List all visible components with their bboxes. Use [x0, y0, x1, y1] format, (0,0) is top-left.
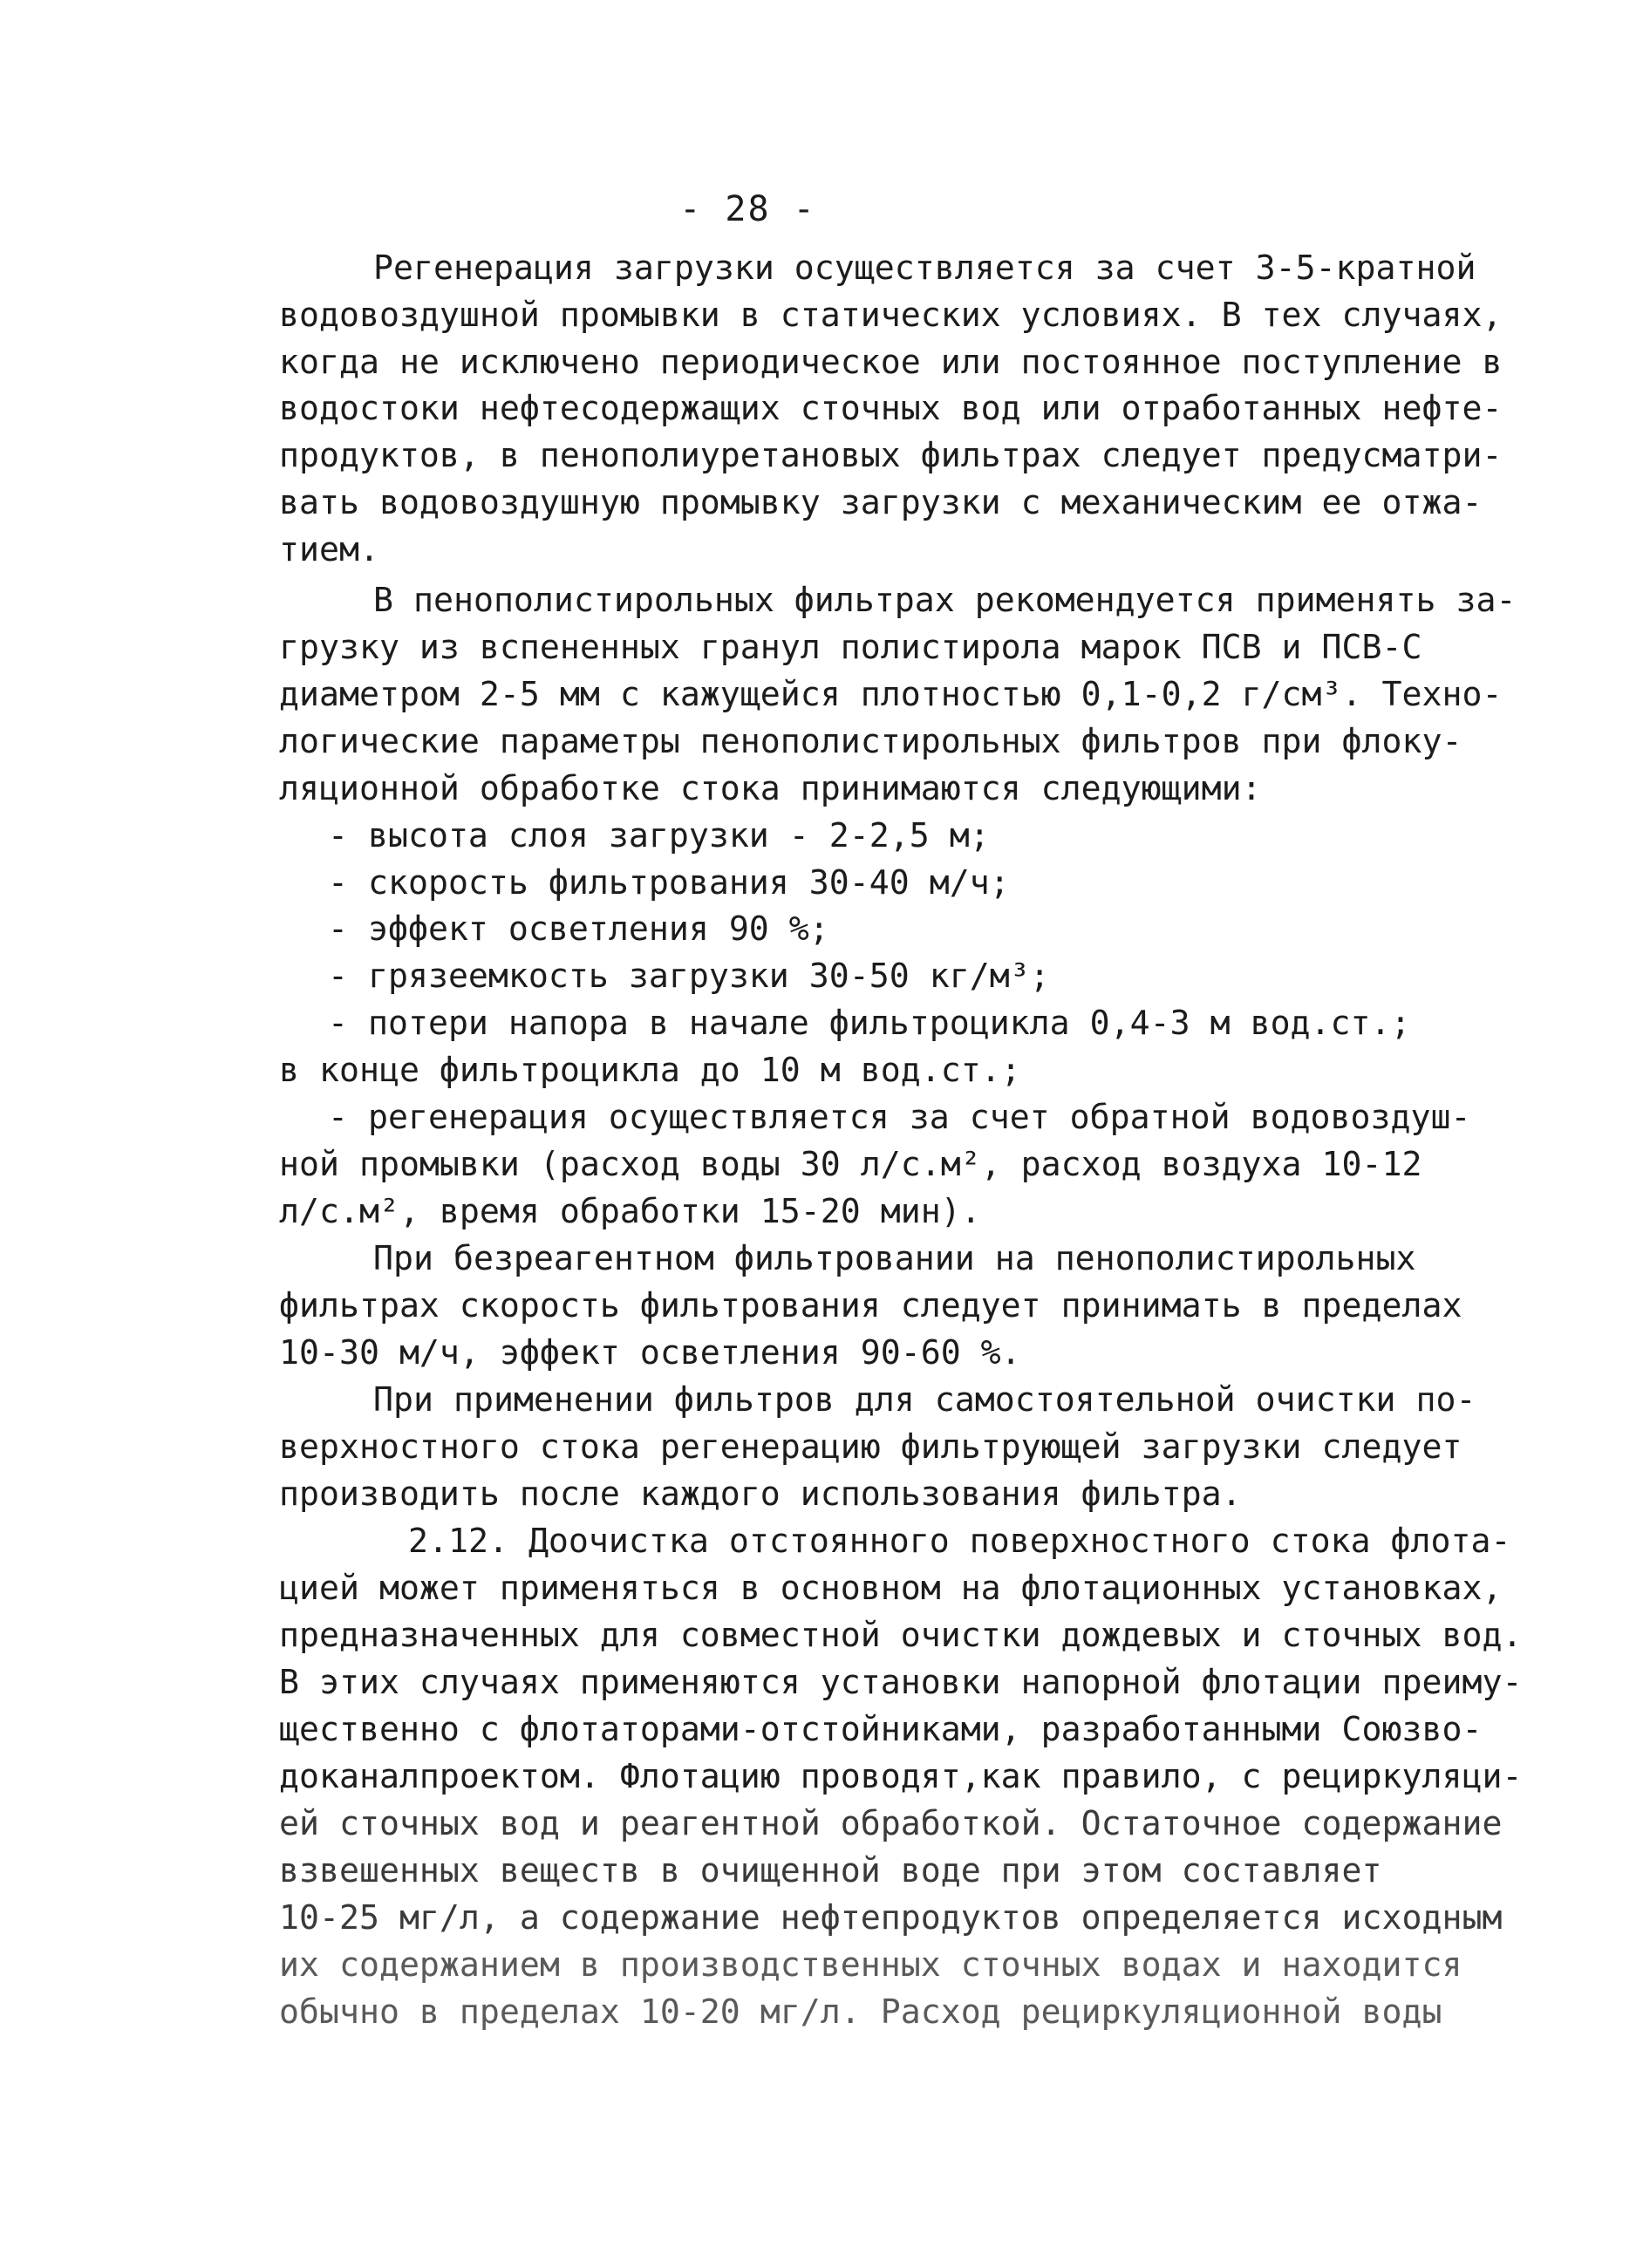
text-line: В этих случаях применяются установки напорной флотации преиму- — [279, 1664, 1523, 1702]
text-line: ей сточных вод и реагентной обработкой. Остаточное содержание — [279, 1805, 1503, 1843]
text-line: в конце фильтроцикла до 10 м вод.ст.; — [279, 1052, 1021, 1090]
text-line: Регенерация загрузки осуществляется за счет 3-5-кратной — [373, 249, 1476, 288]
page-number: - 28 - — [679, 189, 816, 229]
text-line: щественно с флотаторами-отстойниками, разработанными Союзво- — [279, 1711, 1483, 1749]
list-item: - эффект осветления 90 %; — [328, 910, 829, 949]
text-line: взвешенных веществ в очищенной воде при этом составляет — [279, 1852, 1382, 1890]
text-line: грузку из вспененных гранул полистирола марок ПСВ и ПСВ-С — [279, 629, 1422, 667]
text-line: логические параметры пенополистирольных фильтров при флоку- — [279, 723, 1462, 761]
text-line: 10-30 м/ч, эффект осветления 90-60 %. — [279, 1334, 1021, 1372]
text-line: тием. — [279, 531, 379, 569]
text-line: вать водовоздушную промывку загрузки с механическим ее отжа- — [279, 484, 1483, 522]
text-line: ляционной обработке стока принимаются следующими: — [279, 770, 1262, 808]
text-line: фильтрах скорость фильтрования следует принимать в пределах — [279, 1287, 1462, 1325]
text-line: В пенополистирольных фильтрах рекомендуется применять за- — [373, 582, 1517, 620]
list-item: - регенерация осуществляется за счет обратной водовоздуш- — [328, 1099, 1471, 1137]
text-line: продуктов, в пенополиуретановых фильтрах следует предусматри- — [279, 437, 1503, 475]
text-line: диаметром 2-5 мм с кажущейся плотностью 0,1-0,2 г/см³. Техно- — [279, 676, 1503, 714]
text-line: 10-25 мг/л, а содержание нефтепродуктов определяется исходным — [279, 1899, 1503, 1938]
text-line: цией может применяться в основном на флотационных установках, — [279, 1570, 1503, 1608]
text-line: верхностного стока регенерацию фильтрующей загрузки следует — [279, 1428, 1462, 1467]
text-line: водостоки нефтесодержащих сточных вод или отработанных нефте- — [279, 390, 1503, 428]
text-line: производить после каждого использования фильтра. — [279, 1475, 1242, 1514]
text-line: когда не исключено периодическое или постоянное поступление в — [279, 344, 1503, 382]
text-line: водовоздушной промывки в статических условиях. В тех случаях, — [279, 296, 1503, 335]
text-line: При применении фильтров для самостоятельной очистки по- — [373, 1381, 1476, 1420]
list-item: - скорость фильтрования 30-40 м/ч; — [328, 864, 1010, 902]
text-line: л/с.м², время обработки 15-20 мин). — [279, 1193, 981, 1231]
text-line: обычно в пределах 10-20 мг/л. Расход рециркуляционной воды — [279, 1993, 1442, 2032]
text-line: ной промывки (расход воды 30 л/с.м², расход воздуха 10-12 — [279, 1146, 1422, 1184]
list-item: - потери напора в начале фильтроцикла 0,4-3 м вод.ст.; — [328, 1005, 1411, 1043]
list-item: - высота слоя загрузки - 2-2,5 м; — [328, 817, 990, 855]
section-heading-line: 2.12. Доочистка отстоянного поверхностного стока флота- — [408, 1522, 1511, 1561]
text-line: При безреагентном фильтровании на пенополистирольных — [373, 1240, 1416, 1278]
list-item: - грязеемкость загрузки 30-50 кг/м³; — [328, 957, 1050, 996]
text-line: предназначенных для совместной очистки дождевых и сточных вод. — [279, 1617, 1523, 1655]
text-line: их содержанием в производственных сточных водах и находится — [279, 1946, 1462, 1985]
text-line: доканалпроектом. Флотацию проводят,как правило, с рециркуляци- — [279, 1758, 1523, 1796]
